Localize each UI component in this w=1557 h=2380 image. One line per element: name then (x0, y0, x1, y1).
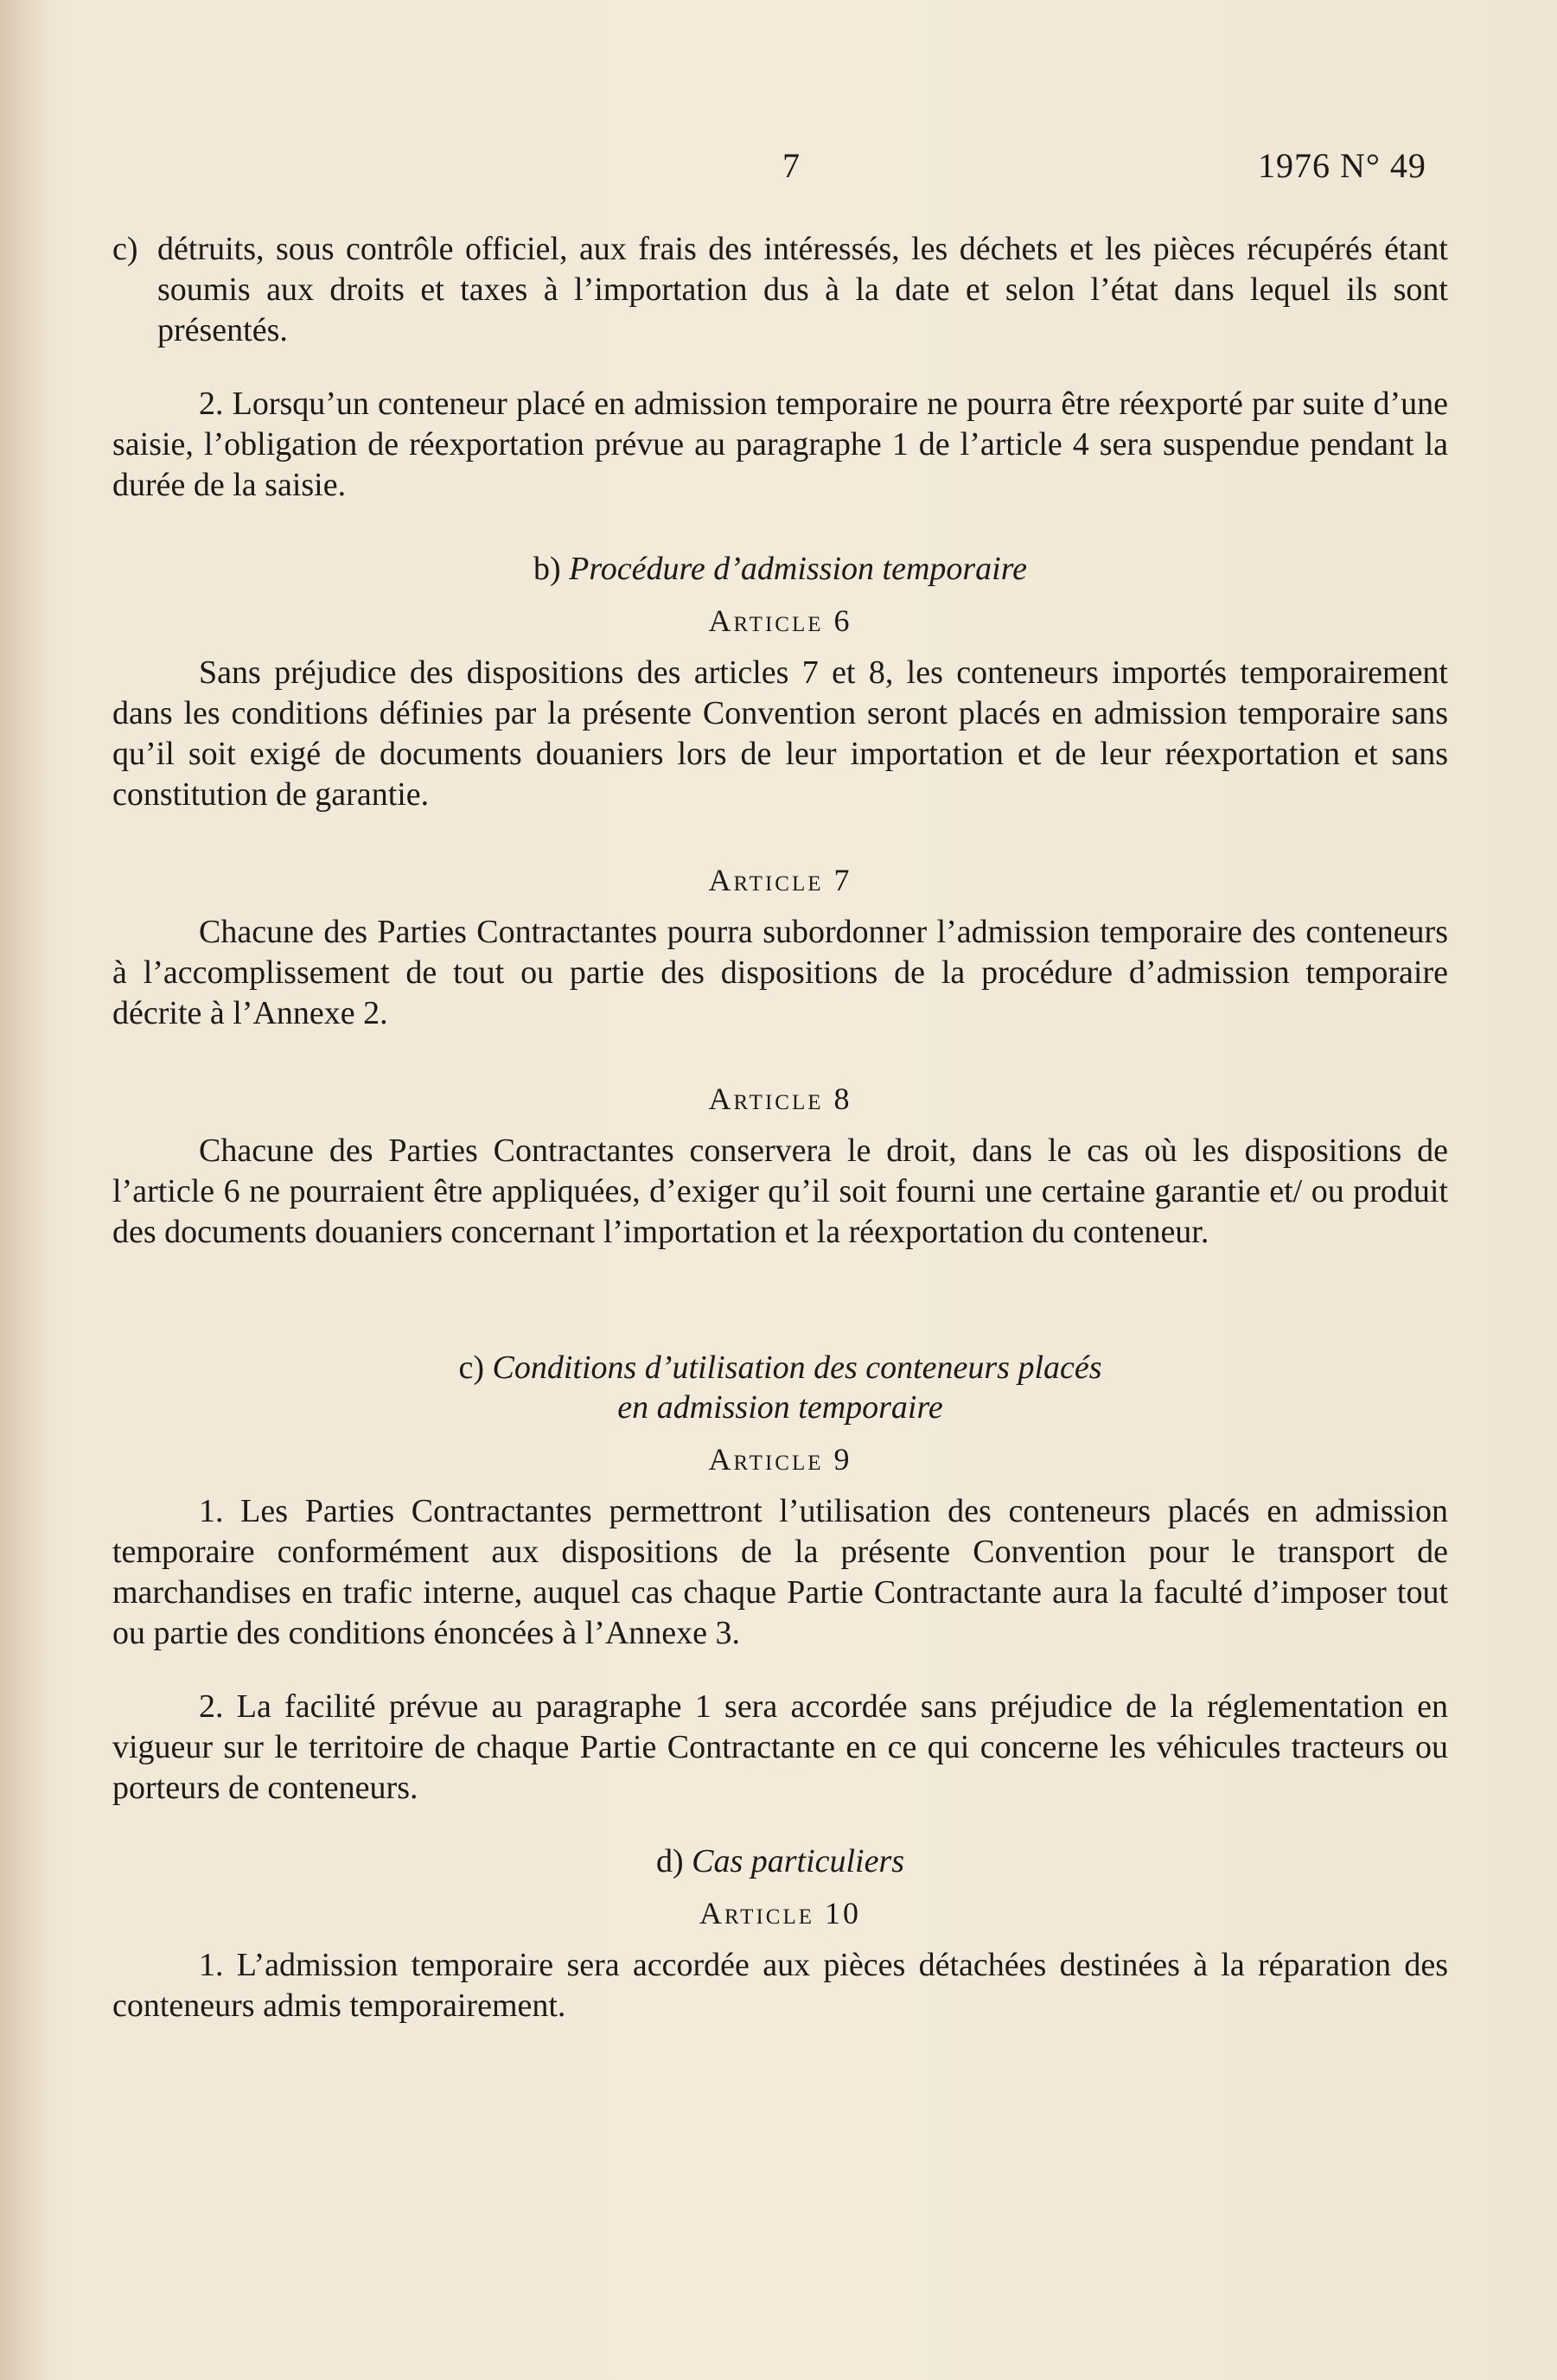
item-c (112, 229, 1448, 351)
item-c-text: détruits, sous contrôle officiel, aux frais des intéressés, les déchets et les pièces récupérés étant soumis aux droits et taxes à l’importation dus à la date et selon l’état dans lequel ils sont présentés. (157, 231, 1448, 348)
page-binding-shadow (0, 0, 52, 2380)
article-9-paragraph-2: 2. La facilité prévue au paragraphe 1 sera accordée sans préjudice de la réglementation en vigueur sur le territoire de chaque Partie Contractante en ce qui concerne les véhicules tracteurs ou porteurs de conteneurs. (112, 1688, 1448, 1806)
section-b-text: Procédure d’admission temporaire (569, 551, 1027, 587)
section-d-text: Cas particuliers (692, 1843, 905, 1879)
article-6-heading: Article 6 (708, 603, 852, 638)
article-8-text: Chacune des Parties Contractantes conservera le droit, dans le cas où les dispositions de l’article 6 ne pourraient être appliquées, d’exiger qu’il soit fourni une certaine garantie et/ ou produit des documents douaniers concernant l’importation et la réexportation du conteneur. (112, 1133, 1448, 1250)
issue-reference: 1976 N° 49 (1258, 146, 1426, 185)
article-8-heading: Article 8 (708, 1082, 852, 1116)
section-c-text-line2: en admission temporaire (617, 1389, 943, 1426)
article-7-heading: Article 7 (708, 863, 852, 897)
article-10-paragraph-1: 1. L’admission temporaire sera accordée aux pièces détachées destinées à la réparation des conteneurs admis temporairement. (112, 1947, 1448, 2024)
document-body (112, 229, 1448, 2026)
section-d-letter: d) (655, 1843, 684, 1879)
section-b-title (112, 549, 1448, 589)
article-7-text: Chacune des Parties Contractantes pourra subordonner l’admission temporaire des conteneurs à l’accomplissement de tout ou partie des dispositions de la procédure d’admission temporaire décrite à l’Annexe 2. (112, 914, 1448, 1031)
section-c-text-line1: Conditions d’utilisation des conteneurs placés (492, 1350, 1102, 1386)
article-6-text: Sans préjudice des dispositions des articles 7 et 8, les conteneurs importés temporairement dans les conditions définies par la présente Convention seront placés en admission temporaire sans qu’il soit exigé de documents douaniers lors de leur importation et de leur réexportation et sans constitution de garantie. (112, 654, 1448, 813)
section-b-letter: b) (533, 551, 561, 587)
article-9-heading: Article 9 (708, 1442, 852, 1477)
section-c-title-line2 (112, 1388, 1448, 1427)
page-number: 7 (782, 146, 801, 185)
section-d-title (112, 1841, 1448, 1881)
section-c-letter: c) (458, 1350, 484, 1386)
section-c-title (112, 1348, 1448, 1388)
article-10-heading: Article 10 (699, 1896, 861, 1930)
paragraph-2-seizure: 2. Lorsqu’un conteneur placé en admission temporaire ne pourra être réexporté par suite d’une saisie, l’obligation de réexportation prévue au paragraphe 1 de l’article 4 sera suspendue pendant la durée de la saisie. (112, 386, 1448, 503)
article-9-paragraph-1: 1. Les Parties Contractantes permettront l’utilisation des conteneurs placés en admission temporaire conformément aux dispositions de la présente Convention pour le transport de marchandises en trafic interne, auquel cas chaque Partie Contractante aura la faculté d’imposer tout ou partie des conditions énoncées à l’Annexe 3. (112, 1493, 1448, 1651)
item-c-marker: c) (112, 231, 138, 267)
